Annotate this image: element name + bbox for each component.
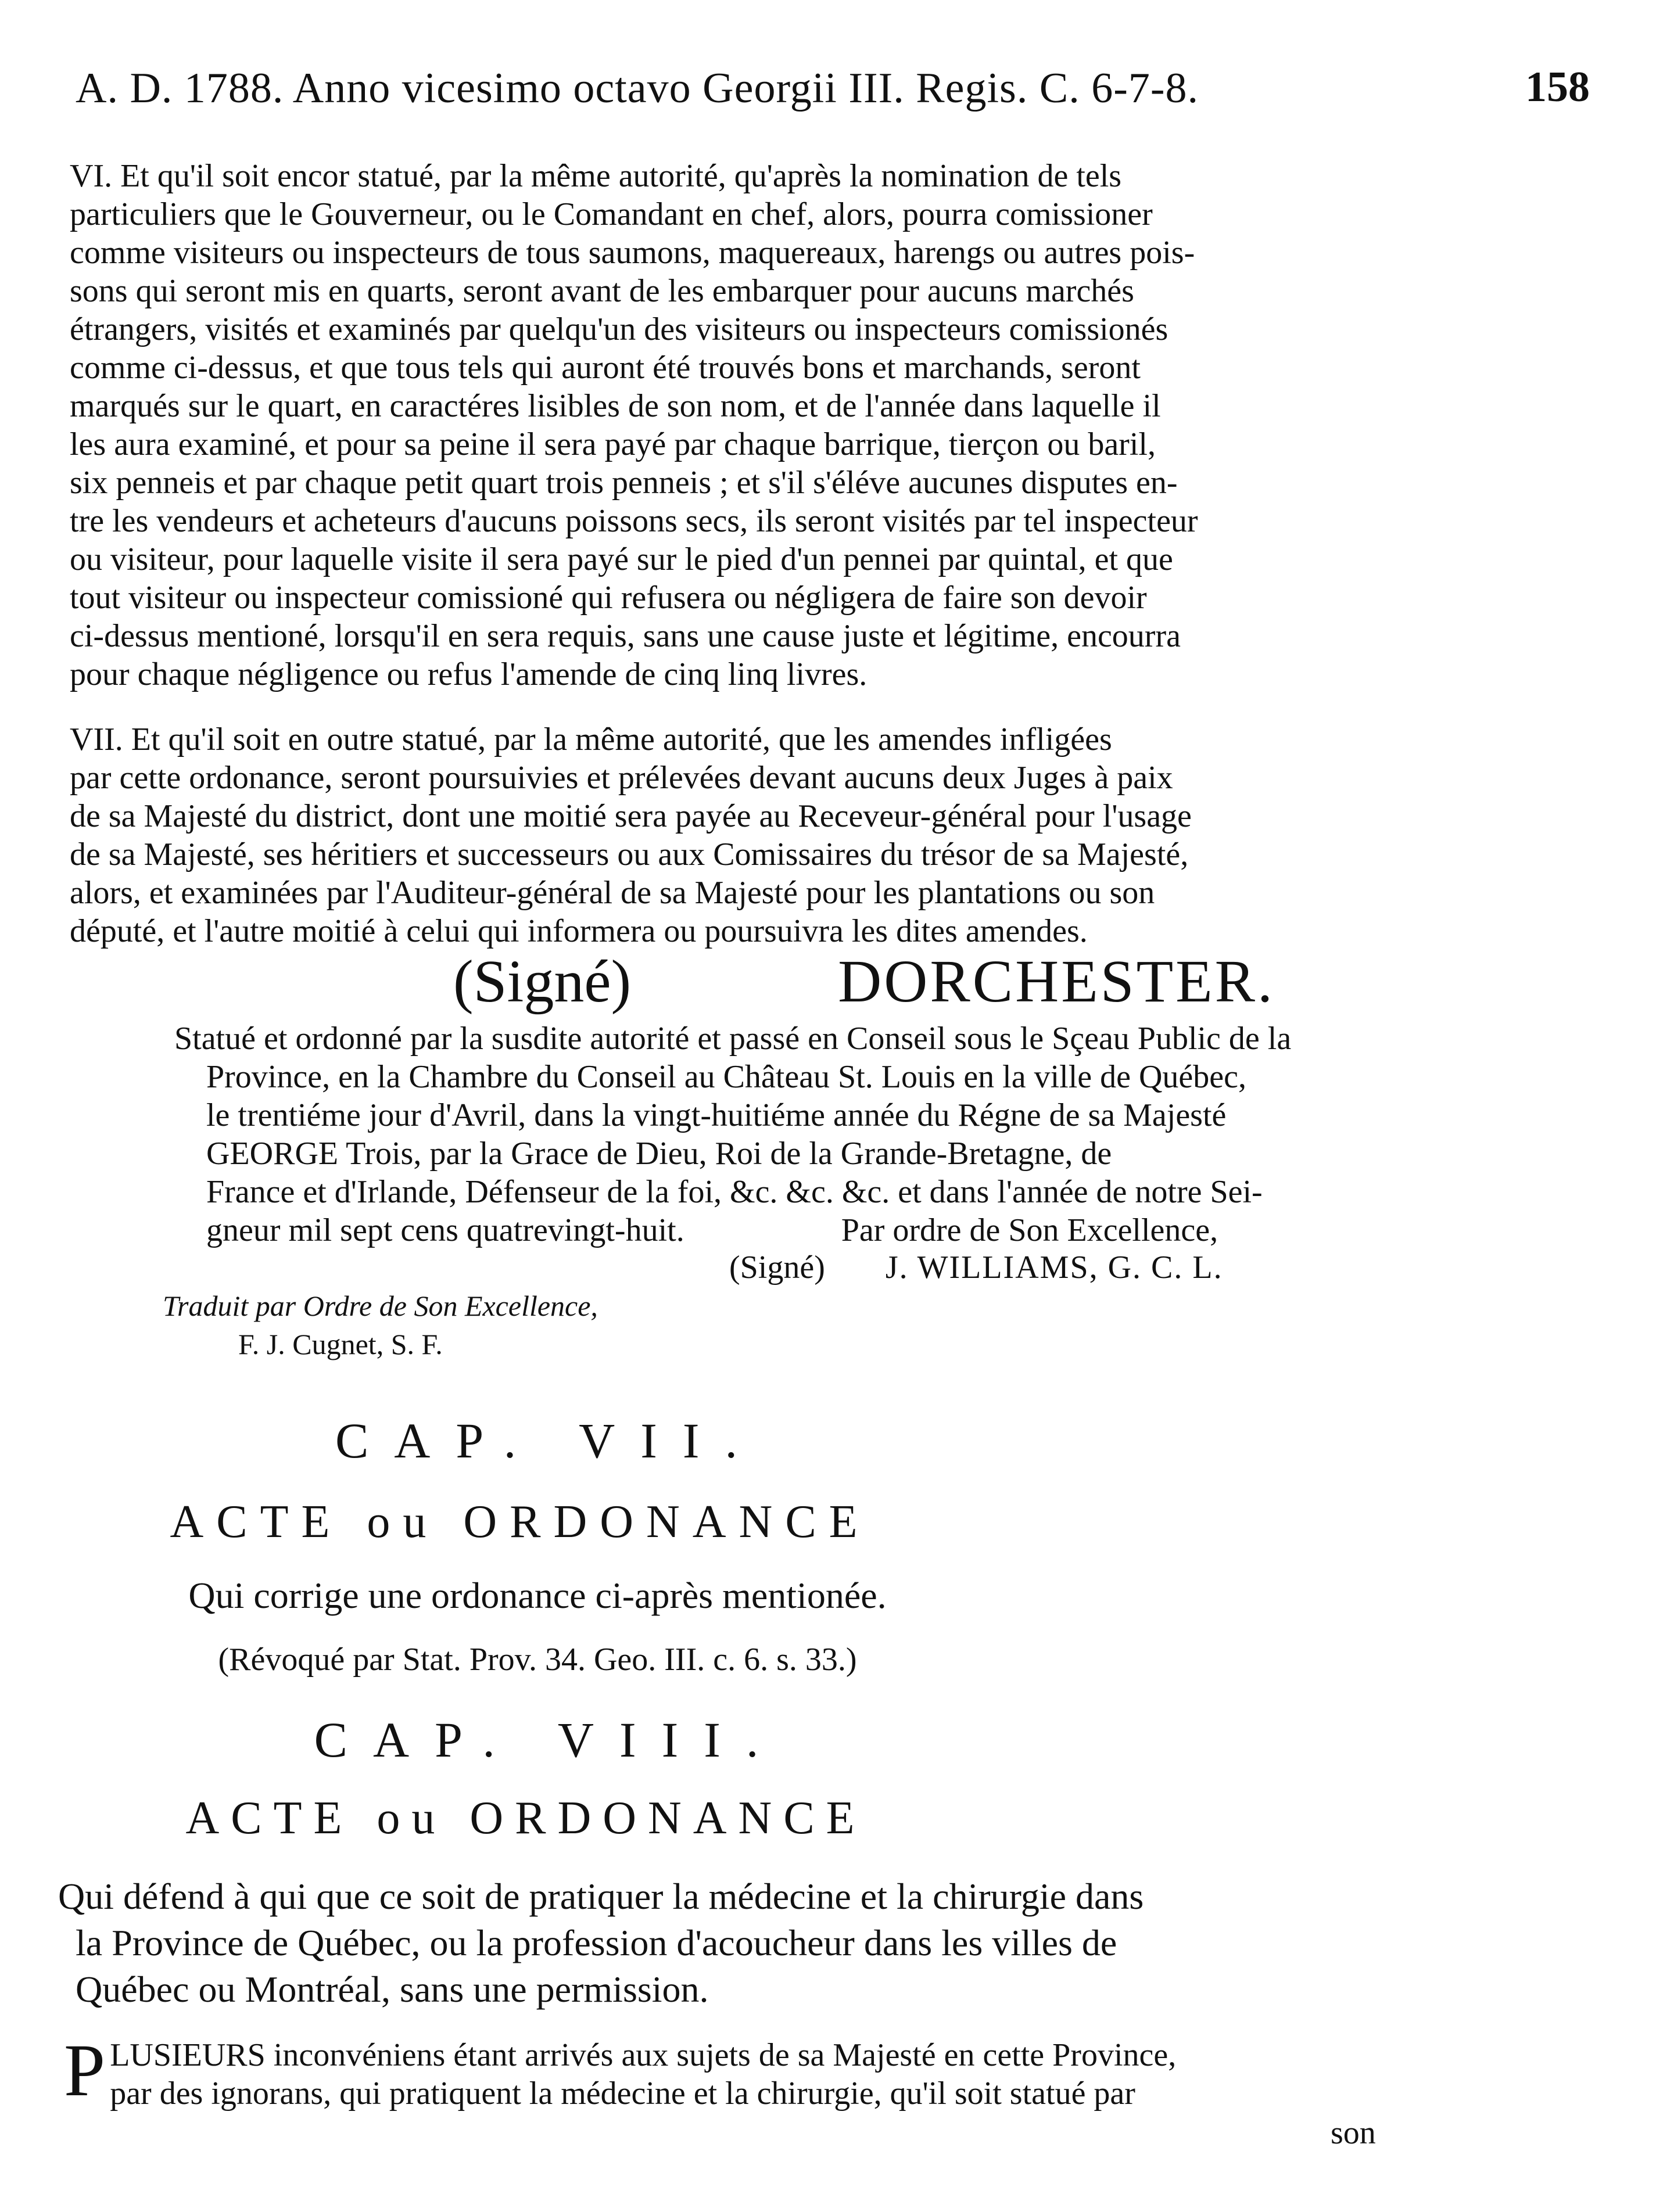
text-line: étrangers, visités et examinés par quelqu'un des visiteurs ou inspecteurs comissionés [70,311,1168,347]
drop-cap: P [64,2029,106,2112]
governor-signature [453,947,1275,1016]
text-line: VI. Et qu'il soit encor statué, par la même autorité, qu'après la nomination de tels [70,158,1122,194]
translation-line: Traduit par Ordre de Son Excellence, [163,1290,598,1322]
text-line: France et d'Irlande, Défenseur de la foi, &c. &c. &c. et dans l'année de notre Sei- [206,1174,1263,1210]
text-line: comme visiteurs ou inspecteurs de tous saumons, maquereaux, harengs ou autres pois- [70,235,1195,271]
section-vii [70,720,1406,950]
text-line: LUSIEURS inconvéniens étant arrivés aux sujets de sa Majesté en cette Province, [110,2037,1177,2073]
chapter-vii-heading: CAP. VII. [335,1413,764,1468]
chapter-vii-revocation: (Révoqué par Stat. Prov. 34. Geo. III. c. 6. s. 33.) [218,1642,857,1678]
text-line: député, et l'autre moitié à celui qui informera ou poursuivra les dites amendes. [70,913,1088,949]
text-line: le trentiéme jour d'Avril, dans la vingt-huitiéme année du Régne de sa Majesté [206,1097,1227,1133]
order-line: Par ordre de Son Excellence, [841,1212,1218,1248]
text-line: Province, en la Chambre du Conseil au Château St. Louis en la ville de Québec, [206,1059,1246,1095]
text-line: GEORGE Trois, par la Grace de Dieu, Roi de la Grande-Bretagne, de [206,1136,1112,1172]
running-header: A. D. 1788. Anno vicesimo octavo Georgii III. Regis. C. 6-7-8. [76,64,1199,112]
translation-note [163,1287,598,1363]
catchword: son [1331,2115,1376,2151]
chapter-viii-heading: CAP. VIII. [314,1712,784,1768]
text-line: de sa Majesté du district, dont une moitié sera payée au Receveur-général pour l'usage [70,798,1192,834]
signe-label: (Signé) [729,1249,825,1285]
text-line: sons qui seront mis en quarts, seront avant de les embarquer pour aucuns marchés [70,273,1134,309]
text-line: ou visiteur, pour laquelle visite il sera payé sur le pied d'un pennei par quintal, et que [70,541,1173,577]
translator-name: F. J. Cugnet, S. F. [238,1328,443,1360]
text-line: Statué et ordonné par la susdite autorité et passé en Conseil sous le Sçeau Public de la [174,1021,1292,1057]
text-line: de sa Majesté, ses héritiers et successeurs ou aux Comissaires du trésor de sa Majesté, [70,836,1189,872]
text-line: VII. Et qu'il soit en outre statué, par la même autorité, que les amendes infligées [70,721,1112,757]
text-line: Québec ou Montréal, sans une permission. [76,1969,709,2010]
text-line: marqués sur le quart, en caractéres lisibles de son nom, et de l'année dans laquelle il [70,388,1161,424]
chapter-viii-body [64,2029,1412,2113]
enactment-clause [174,1019,1453,1249]
text-line: alors, et examinées par l'Auditeur-général de sa Majesté pour les plantations ou son [70,875,1155,911]
text-line: pour chaque négligence ou refus l'amende de cinq linq livres. [70,656,868,692]
text-line: tout visiteur ou inspecteur comissioné qui refusera ou négligera de faire son devoir [70,580,1147,616]
page-number: 158 [1525,63,1590,111]
text-line [174,1211,1453,1249]
text-line: les aura examiné, et pour sa peine il sera payé par chaque barrique, tierçon ou baril, [70,426,1156,462]
text-line: par des ignorans, qui pratiquent la médecine et la chirurgie, qu'il soit statué par [110,2075,1135,2112]
signe-label: (Signé) [453,948,632,1015]
text-line: six penneis et par chaque petit quart trois penneis ; et s'il s'éléve aucunes disputes en- [70,465,1178,501]
text-line: ci-dessus mentioné, lorsqu'il en sera requis, sans une cause juste et légitime, encourra [70,618,1181,654]
secretary-name: J. WILLIAMS, G. C. L. [885,1249,1223,1285]
text-line: particuliers que le Gouverneur, ou le Comandant en chef, alors, pourra comissioner [70,196,1153,232]
text-line: par cette ordonance, seront poursuivies et prélevées devant aucuns deux Juges à paix [70,760,1173,796]
chapter-viii-title [58,1873,1453,2013]
chapter-viii-acte: ACTE ou ORDONANCE [185,1793,866,1844]
secretary-signature [729,1249,1223,1286]
text-line: la Province de Québec, ou la profession d'acoucheur dans les villes de [76,1922,1117,1963]
text-line-part: gneur mil sept cens quatrevingt-huit. [206,1212,684,1248]
chapter-vii-subtitle: Qui corrige une ordonance ci-après mentionée. [188,1575,887,1616]
governor-name: DORCHESTER. [838,948,1275,1015]
text-line: comme ci-dessus, et que tous tels qui auront été trouvés bons et marchands, seront [70,350,1141,386]
text-line: tre les vendeurs et acheteurs d'aucuns poissons secs, ils seront visités par tel inspecteur [70,503,1198,539]
section-vi [70,157,1406,694]
text-line: Qui défend à qui que ce soit de pratiquer la médecine et la chirurgie dans [58,1876,1144,1917]
chapter-vii-acte: ACTE ou ORDONANCE [170,1496,870,1547]
